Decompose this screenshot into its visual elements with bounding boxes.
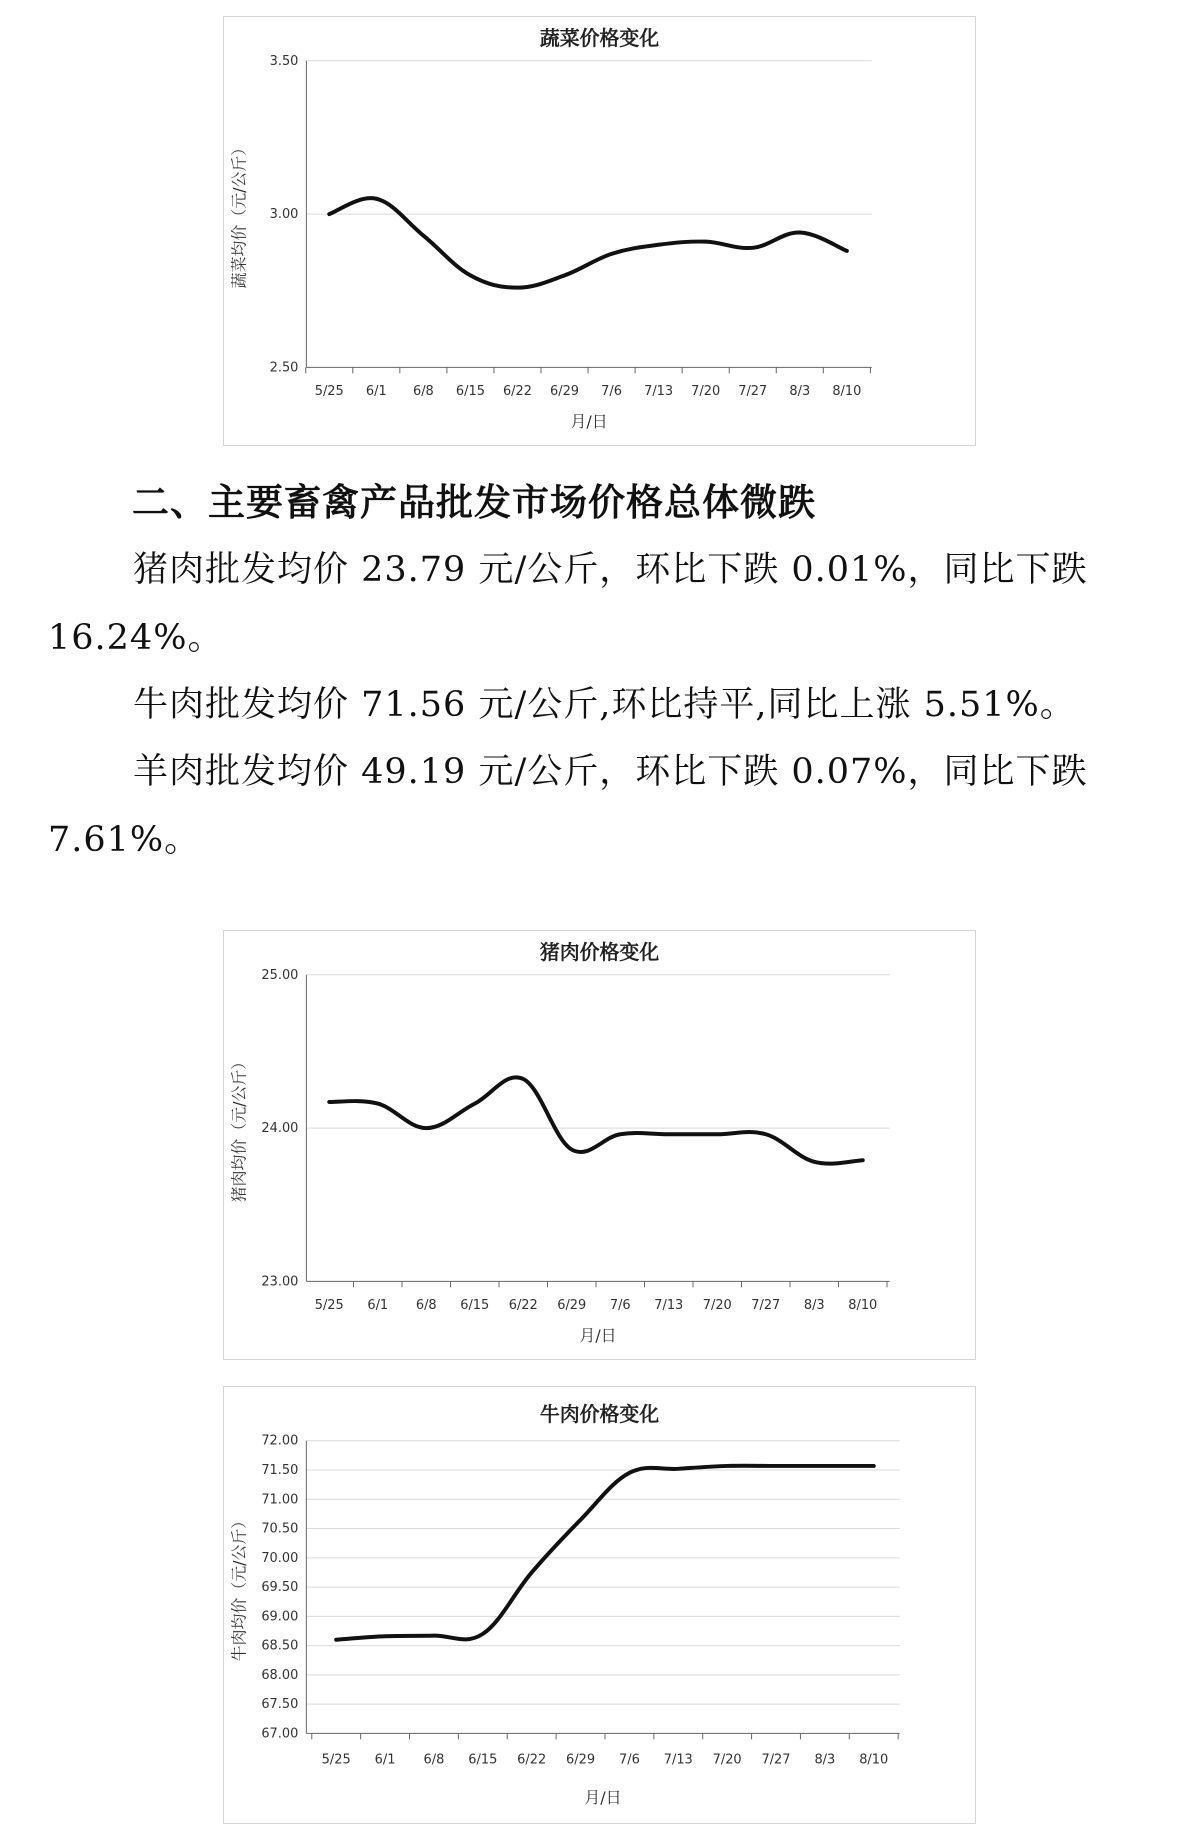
x-tick-label: 8/3 [789,384,811,400]
y-tick-label: 68.00 [261,1667,299,1683]
y-tick-label: 3.00 [269,207,299,223]
x-tick-label: 7/27 [761,1752,791,1768]
vegetable-price-chart [223,16,976,446]
x-tick-label: 6/22 [517,1752,547,1768]
x-tick-label: 7/20 [702,1298,732,1314]
y-tick-label: 24.00 [261,1121,299,1137]
x-tick-label: 6/29 [557,1298,587,1314]
section-heading: 二、主要畜禽产品批发市场价格总体微跌 [132,481,816,524]
x-tick-label: 8/10 [859,1752,889,1768]
x-tick-label: 7/6 [618,1752,640,1768]
y-tick-label: 72.00 [261,1433,299,1449]
series-line [329,198,847,287]
x-tick-label: 7/13 [663,1752,693,1768]
chart-title: 蔬菜价格变化 [539,26,660,50]
x-axis-label: 月/日 [570,412,608,432]
x-tick-label: 8/3 [803,1298,825,1314]
x-tick-label: 6/22 [508,1298,538,1314]
x-tick-label: 7/20 [691,384,721,400]
pork-chart-svg [224,931,975,1359]
y-tick-label: 2.50 [269,360,299,376]
x-tick-label: 6/1 [374,1752,396,1768]
x-tick-label: 6/1 [365,384,387,400]
y-axis-label: 牛肉均价（元/公斤） [229,1512,249,1662]
y-tick-label: 25.00 [261,967,299,983]
x-tick-label: 7/27 [738,384,768,400]
x-tick-label: 7/13 [644,384,674,400]
x-tick-label: 6/8 [412,384,434,400]
y-tick-label: 69.00 [261,1609,299,1625]
x-tick-label: 6/15 [455,384,485,400]
x-tick-label: 7/13 [654,1298,684,1314]
beef-price-chart [223,1386,976,1824]
y-tick-label: 67.00 [261,1726,299,1742]
y-tick-label: 70.00 [261,1550,299,1566]
paragraph-beef: 牛肉批发均价 71.56 元/公斤,环比持平,同比上涨 5.51%。 [133,685,1076,725]
series-line [329,1077,863,1163]
y-tick-label: 68.50 [261,1638,299,1654]
x-axis-label: 月/日 [584,1788,622,1808]
y-tick-label: 69.50 [261,1580,299,1596]
chart-title: 牛肉价格变化 [539,1402,660,1426]
x-axis-label: 月/日 [579,1326,617,1346]
beef-chart-svg [224,1387,975,1823]
x-tick-label: 8/10 [832,384,862,400]
y-tick-label: 23.00 [261,1274,299,1290]
x-tick-label: 6/22 [502,384,532,400]
x-tick-label: 5/25 [314,384,344,400]
pork-price-chart [223,930,976,1360]
x-tick-label: 8/3 [814,1752,836,1768]
x-tick-label: 6/8 [423,1752,445,1768]
x-tick-label: 6/8 [415,1298,437,1314]
x-tick-label: 6/29 [566,1752,596,1768]
y-tick-label: 71.50 [261,1463,299,1479]
x-tick-label: 6/15 [460,1298,490,1314]
x-tick-label: 7/6 [601,384,622,400]
x-tick-label: 7/6 [609,1298,631,1314]
paragraph-mutton: 羊肉批发均价 49.19 元/公斤，环比下跌 0.07%，同比下跌 7.61%。 [48,752,1088,860]
x-tick-label: 5/25 [321,1752,351,1768]
x-tick-label: 6/1 [367,1298,389,1314]
y-tick-label: 3.50 [269,53,299,69]
y-tick-label: 71.00 [261,1492,299,1508]
x-tick-label: 6/15 [468,1752,498,1768]
x-tick-label: 7/27 [751,1298,781,1314]
x-tick-label: 7/20 [712,1752,742,1768]
y-tick-label: 67.50 [261,1697,299,1713]
y-tick-label: 70.50 [261,1521,299,1537]
x-tick-label: 5/25 [314,1298,344,1314]
vegetable-chart-svg [224,17,975,445]
y-axis-label: 蔬菜均价（元/公斤） [229,139,249,289]
chart-title: 猪肉价格变化 [539,940,660,964]
series-line [336,1466,874,1640]
x-tick-label: 6/29 [550,384,580,400]
y-axis-label: 猪肉均价（元/公斤） [229,1053,249,1203]
x-tick-label: 8/10 [848,1298,878,1314]
paragraph-pork: 猪肉批发均价 23.79 元/公斤，环比下跌 0.01%，同比下跌 16.24%。 [48,550,1088,658]
